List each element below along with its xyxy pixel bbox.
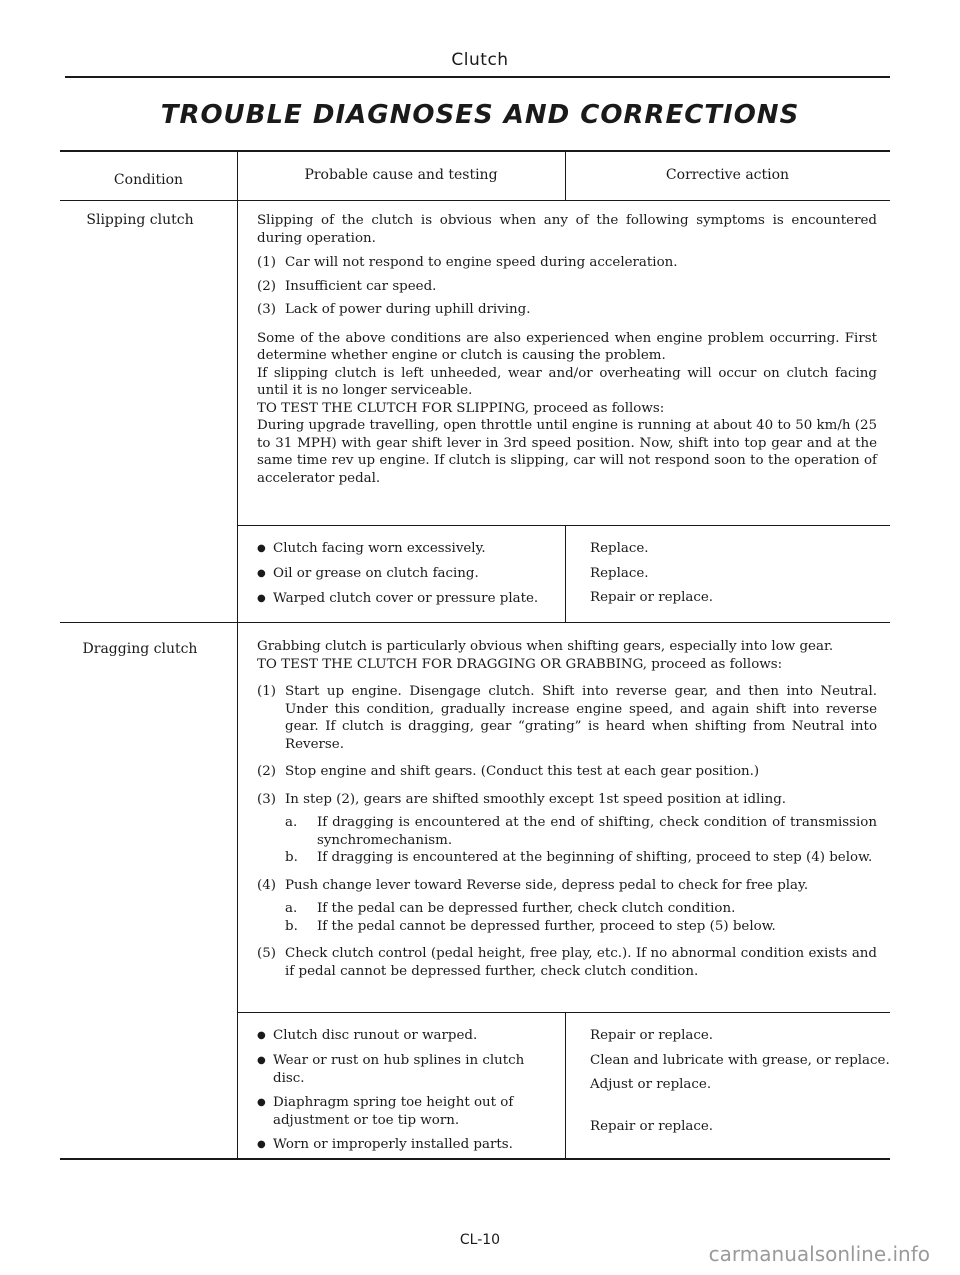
slipping-symptom-1: (1) Car will not respond to engine speed during acceleration. bbox=[257, 255, 678, 270]
dragging-step-4a: a. If the pedal can be depressed further, check clutch condition. bbox=[285, 901, 736, 916]
list-item: Adjust or replace. bbox=[590, 1077, 712, 1092]
dragging-step-4b: b. If the pedal cannot be depressed further, proceed to step (5) below. bbox=[285, 918, 776, 934]
table-top-rule bbox=[60, 150, 890, 152]
list-item: Repair or replace. bbox=[590, 1028, 714, 1043]
slipping-paragraph-1: Some of the above conditions are also experienced when engine problem occurring. First determine whether engine or clutch is causing the problem. bbox=[257, 330, 877, 363]
section-title: Clutch bbox=[451, 50, 509, 70]
condition-dragging-clutch: Dragging clutch bbox=[82, 641, 198, 657]
table-bottom-rule bbox=[60, 1158, 890, 1160]
dragging-step-5: (5) Check clutch control (pedal height, free play, etc.). If no abnormal condition exists and if pedal cannot be depressed further, check clutch condition. bbox=[257, 946, 877, 979]
list-item: ● Clutch disc runout or warped. bbox=[257, 1028, 478, 1043]
dragging-cause-rule bbox=[237, 1012, 890, 1013]
header-probable-cause: Probable cause and testing bbox=[304, 167, 498, 183]
page-number: CL-10 bbox=[459, 1232, 501, 1248]
dragging-cause-action-divider bbox=[565, 1012, 566, 1160]
condition-slipping-clutch: Slipping clutch bbox=[86, 212, 194, 228]
dragging-testing-text bbox=[257, 638, 877, 980]
dragging-causes-list bbox=[257, 1027, 552, 1161]
page-title: TROUBLE DIAGNOSES AND CORRECTIONS bbox=[160, 100, 800, 130]
header-condition: Condition bbox=[113, 172, 184, 188]
slipping-cause-action-divider bbox=[565, 525, 566, 622]
dragging-step-1: (1) Start up engine. Disengage clutch. Shift into reverse gear, and then into Neutral. Under this condition, gradually increase engine speed, and again shift into reverse gear. If clutch is dragging, gear “grating” is heard when shifting from Neutral into Reverse. bbox=[257, 684, 877, 752]
list-item: Replace. bbox=[590, 565, 649, 581]
list-item: ● Worn or improperly installed parts. bbox=[257, 1137, 513, 1152]
header-corrective-action: Corrective action bbox=[665, 167, 790, 183]
slipping-paragraph-2: If slipping clutch is left unheeded, wear and/or overheating will occur on clutch facing until it is no longer serviceable. bbox=[257, 365, 877, 398]
dragging-intro-1: Grabbing clutch is particularly obvious when shifting gears, especially into low gear. bbox=[257, 639, 834, 654]
list-item: ● Wear or rust on hub splines in clutch disc. bbox=[257, 1053, 525, 1086]
list-item: ● Diaphragm spring toe height out of adjustment or toe tip worn. bbox=[257, 1095, 514, 1128]
header-bottom-rule bbox=[60, 200, 890, 201]
list-item: ● Oil or grease on clutch facing. bbox=[257, 566, 479, 581]
slipping-testing-text bbox=[257, 212, 877, 487]
list-item: Clean and lubricate with grease, or replace. bbox=[590, 1052, 890, 1068]
dragging-step-2: (2) Stop engine and shift gears. (Conduct this test at each gear position.) bbox=[257, 764, 760, 779]
watermark: carmanualsonline.info bbox=[708, 1242, 930, 1266]
slipping-test-procedure: During upgrade travelling, open throttle until engine is running at about 40 to 50 km/h (25 to 31 MPH) with gear shift lever in 3rd speed position. Now, shift into top gear and at the same time rev up engine. If clutch is slipping, car will not respond soon to the operation of accelerator pedal. bbox=[257, 418, 877, 486]
dragging-step-3b: b. If dragging is encountered at the beginning of shifting, proceed to step (4) below. bbox=[285, 850, 873, 865]
list-item: Replace. bbox=[590, 541, 649, 556]
slipping-causes-list bbox=[257, 540, 557, 615]
condition-column-divider bbox=[237, 150, 238, 1160]
dragging-step-3: (3) In step (2), gears are shifted smoothly except 1st speed position at idling. bbox=[257, 791, 787, 807]
dragging-step-3a: a. If dragging is encountered at the end of shifting, check condition of transmission synchromechanism. bbox=[285, 815, 877, 848]
list-item: Repair or replace. bbox=[590, 1118, 714, 1134]
dragging-test-heading: TO TEST THE CLUTCH FOR DRAGGING OR GRABBING, proceed as follows: bbox=[257, 656, 783, 672]
slipping-test-heading: TO TEST THE CLUTCH FOR SLIPPING, proceed as follows: bbox=[257, 400, 665, 416]
list-item: ● Warped clutch cover or pressure plate. bbox=[257, 591, 539, 606]
dragging-step-4: (4) Push change lever toward Reverse side, depress pedal to check for free play. bbox=[257, 877, 809, 893]
slipping-intro: Slipping of the clutch is obvious when any of the following symptoms is encountered during operation. bbox=[257, 213, 877, 246]
row-divider-rule bbox=[60, 622, 890, 623]
slipping-symptom-2: (2) Insufficient car speed. bbox=[257, 278, 437, 294]
slipping-symptom-3: (3) Lack of power during uphill driving. bbox=[257, 302, 531, 317]
dragging-actions-list bbox=[590, 1027, 890, 1142]
list-item: ● Clutch facing worn excessively. bbox=[257, 541, 486, 556]
slipping-actions-list bbox=[590, 540, 890, 614]
top-rule bbox=[65, 76, 890, 78]
list-item: Repair or replace. bbox=[590, 590, 714, 605]
slipping-cause-rule bbox=[237, 525, 890, 526]
